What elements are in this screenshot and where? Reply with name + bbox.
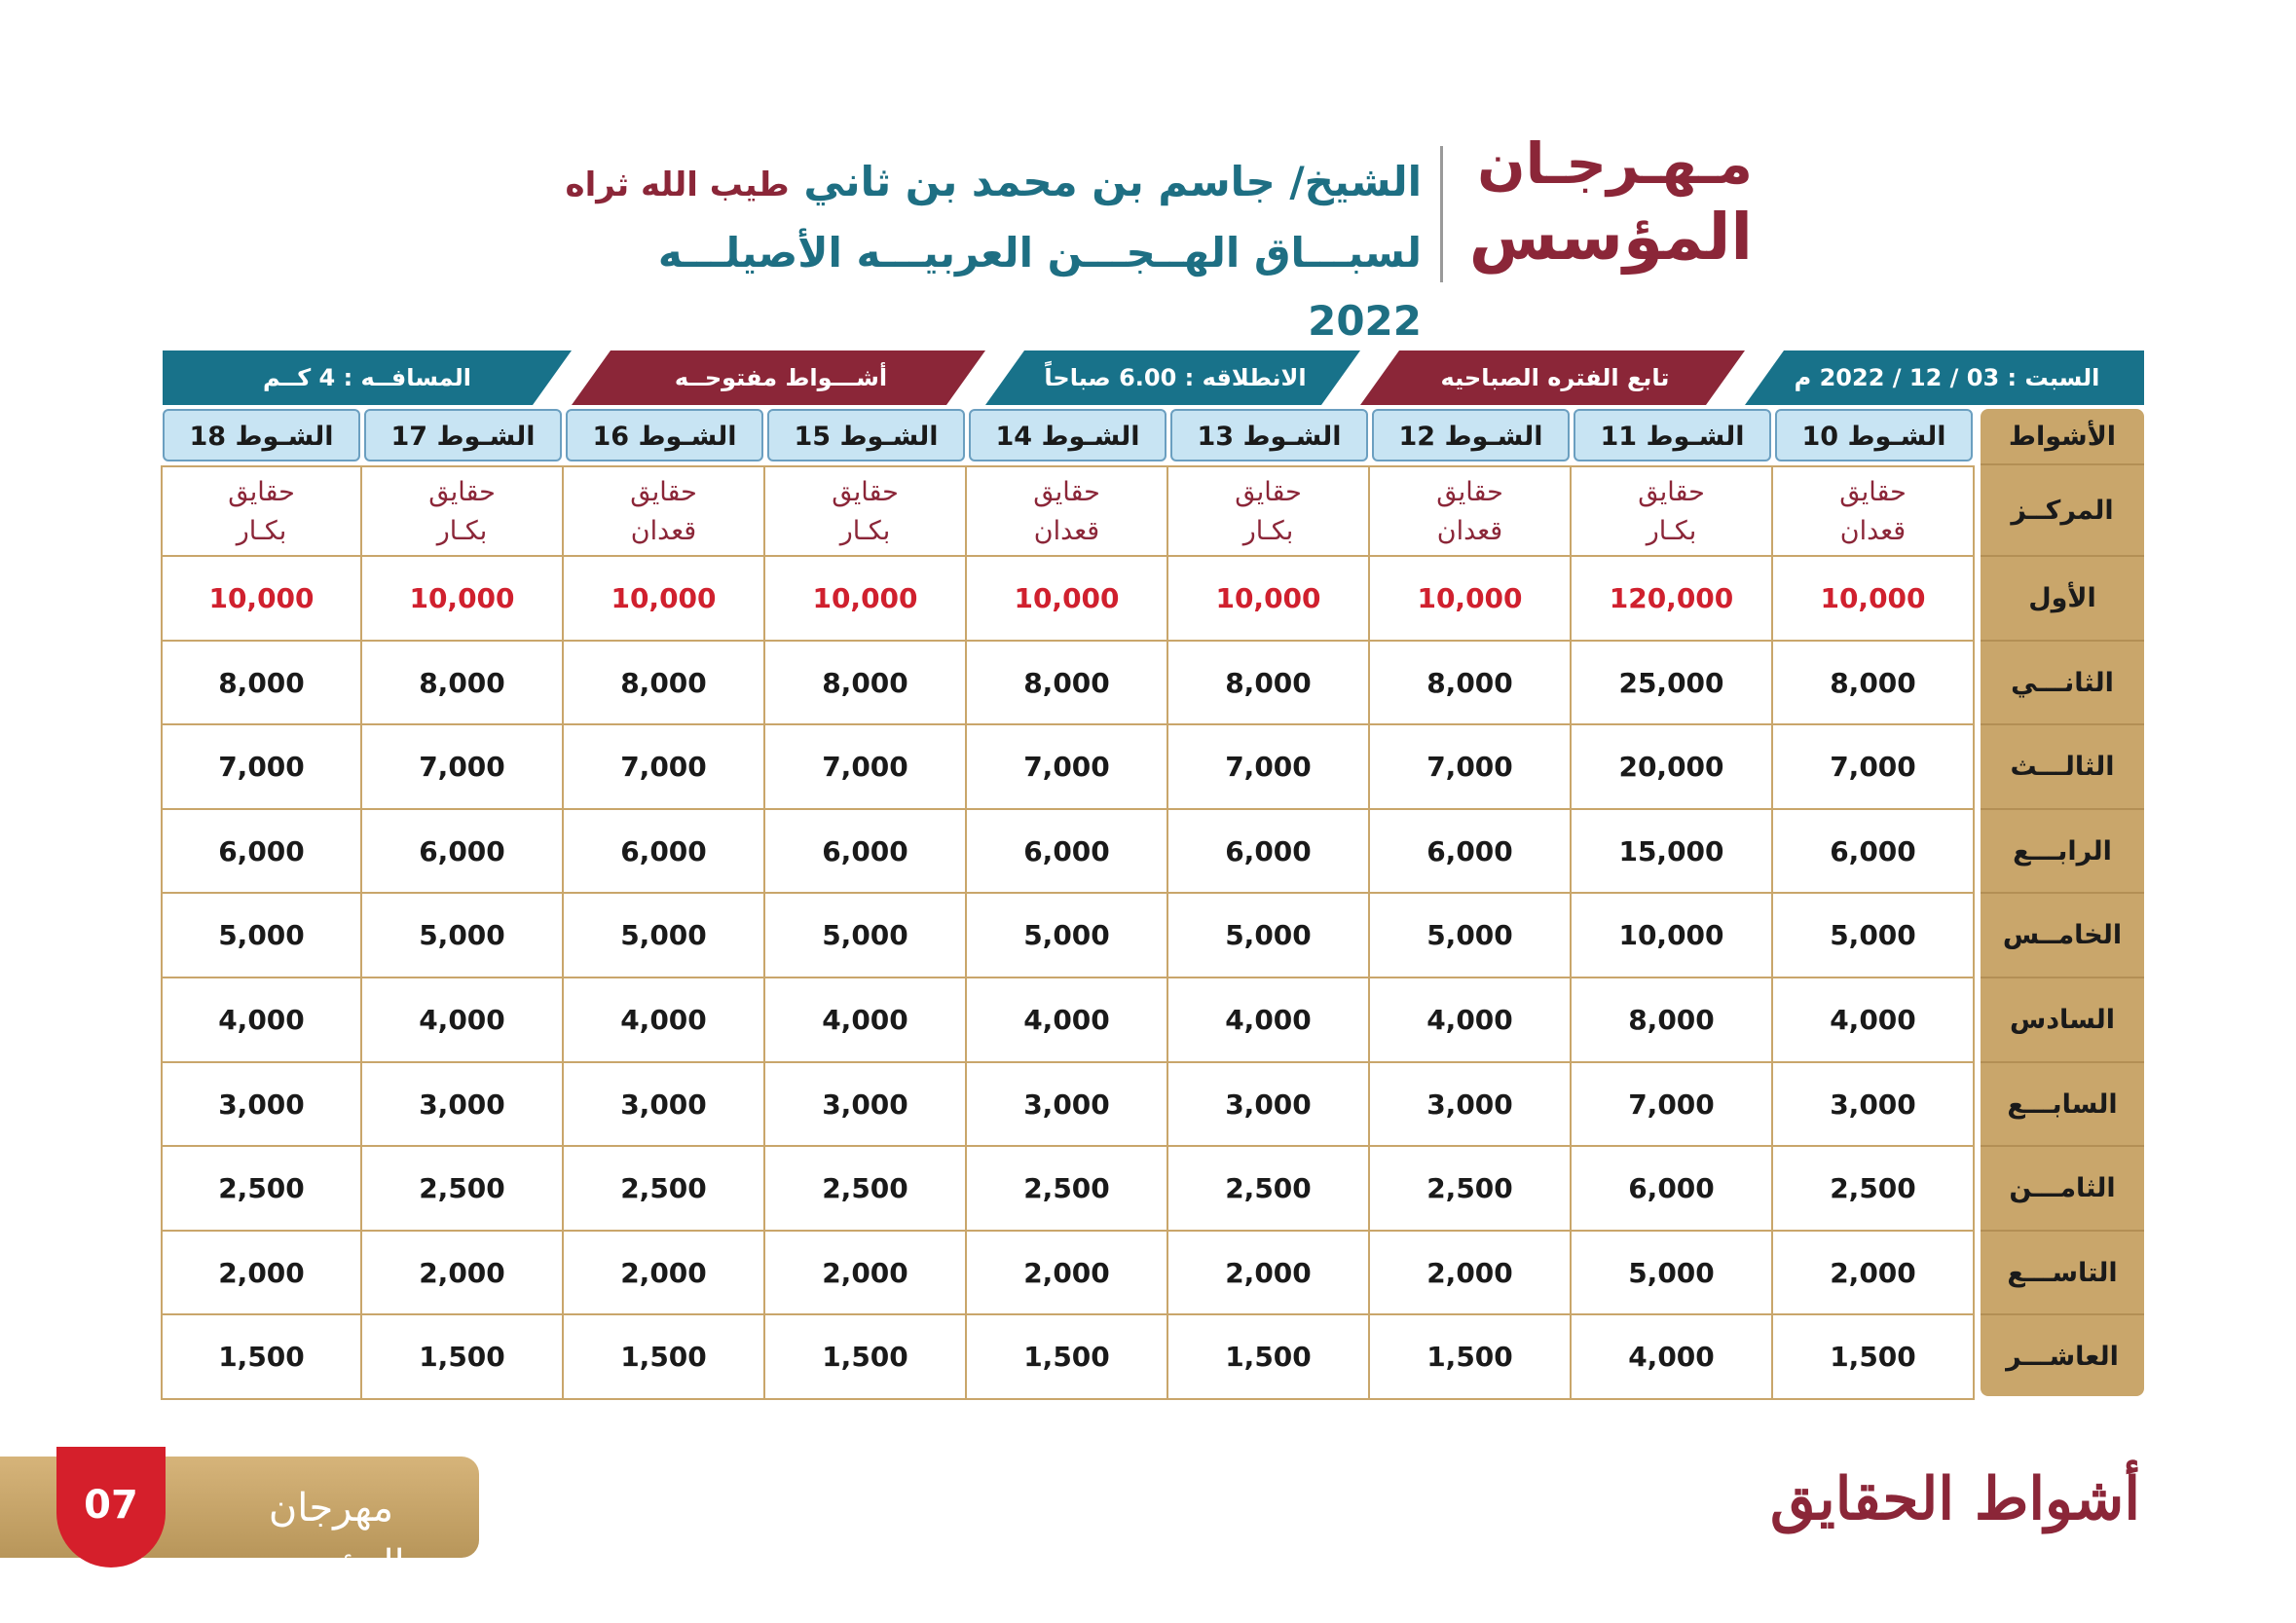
prize-cell: 10,000	[1773, 557, 1975, 642]
center-cell: حقايق قعدان	[1773, 465, 1975, 557]
prize-cell: 7,000	[967, 725, 1168, 810]
row-label: المركــز	[1981, 465, 2144, 557]
prize-cell: 2,500	[1773, 1147, 1975, 1232]
row-label: السابـــع	[1981, 1063, 2144, 1148]
prize-cell: 7,000	[1168, 725, 1370, 810]
race-header: الشـوط 11	[1574, 409, 1771, 461]
prize-cell: 1,500	[1370, 1315, 1572, 1400]
prize-cell: 6,000	[1370, 810, 1572, 895]
prize-cell: 2,000	[362, 1232, 564, 1316]
row-label: الثالـــث	[1981, 725, 2144, 810]
row-label: الأول	[1981, 557, 2144, 642]
prize-cell: 10,000	[765, 557, 967, 642]
race-header: الشـوط 10	[1775, 409, 1973, 461]
prize-cell: 120,000	[1572, 557, 1773, 642]
prize-cell: 4,000	[765, 978, 967, 1063]
prize-cell: 2,000	[161, 1232, 362, 1316]
prize-cell: 10,000	[1370, 557, 1572, 642]
prize-cell: 2,000	[967, 1232, 1168, 1316]
prize-cell: 3,000	[161, 1063, 362, 1148]
prize-cell: 4,000	[1773, 978, 1975, 1063]
prize-cell: 6,000	[161, 810, 362, 895]
prize-cell: 1,500	[1773, 1315, 1975, 1400]
center-cell: حقايق بكـار	[765, 465, 967, 557]
prize-cell: 5,000	[1370, 894, 1572, 978]
row-label: الأشواط	[1981, 409, 2144, 465]
prize-cell: 4,000	[967, 978, 1168, 1063]
prize-cell: 7,000	[1773, 725, 1975, 810]
prize-cell: 15,000	[1572, 810, 1773, 895]
prize-cell: 4,000	[564, 978, 765, 1063]
prize-cell: 2,500	[1168, 1147, 1370, 1232]
row-label: الرابـــع	[1981, 810, 2144, 895]
prize-cell: 10,000	[362, 557, 564, 642]
race-line: لسبـــاق الهــجـــن العربيـــه الأصيلـــه 2022	[657, 229, 1422, 345]
prize-cell: 2,000	[1370, 1232, 1572, 1316]
prize-cell: 3,000	[564, 1063, 765, 1148]
sheikh-line	[545, 148, 1422, 219]
row-label: السادس	[1981, 978, 2144, 1063]
prize-cell: 5,000	[1572, 1232, 1773, 1316]
prize-cell: 1,500	[967, 1315, 1168, 1400]
sheikh-rip: طيب الله ثراه	[565, 166, 790, 204]
prize-cell: 5,000	[362, 894, 564, 978]
prize-cell: 1,500	[564, 1315, 765, 1400]
sheikh-name: الشيخ/ جاسم بن محمد بن ثاني	[803, 158, 1422, 205]
prize-cell: 10,000	[1572, 894, 1773, 978]
prize-cell: 2,000	[765, 1232, 967, 1316]
prize-cell: 7,000	[765, 725, 967, 810]
prize-cell: 5,000	[1168, 894, 1370, 978]
center-cell: حقايق قعدان	[967, 465, 1168, 557]
prize-cell: 2,500	[564, 1147, 765, 1232]
row-label: التاســـع	[1981, 1232, 2144, 1316]
center-cell: حقايق قعدان	[564, 465, 765, 557]
info-open-races: أشـــواط مفتوحــه	[674, 364, 888, 391]
prize-cell: 7,000	[564, 725, 765, 810]
info-bar	[163, 350, 2144, 405]
prize-cell: 4,000	[161, 978, 362, 1063]
info-period: تابع الفتره الصباحيه	[1440, 364, 1670, 391]
prize-cell: 8,000	[765, 642, 967, 726]
page-number: 07	[56, 1447, 166, 1568]
prize-cell: 3,000	[1168, 1063, 1370, 1148]
row-label: العاشـــر	[2006, 1342, 2119, 1373]
prize-cell: 6,000	[967, 810, 1168, 895]
prize-cell: 10,000	[1168, 557, 1370, 642]
prize-cell: 5,000	[1773, 894, 1975, 978]
prize-cell: 1,500	[1168, 1315, 1370, 1400]
prize-cell: 8,000	[362, 642, 564, 726]
prize-cell: 2,000	[1773, 1232, 1975, 1316]
race-header: الشـوط 15	[767, 409, 965, 461]
prize-cell: 8,000	[1370, 642, 1572, 726]
footer-logo: مهرجان المؤسس	[257, 1486, 405, 1587]
center-cell: حقايق بكـار	[1572, 465, 1773, 557]
prize-cell: 7,000	[161, 725, 362, 810]
info-start-time: الانطلاقه : 6.00 صباحاً	[1044, 364, 1307, 391]
prize-cell: 3,000	[967, 1063, 1168, 1148]
prize-cell: 3,000	[362, 1063, 564, 1148]
prize-cell: 4,000	[1370, 978, 1572, 1063]
prize-cell: 5,000	[564, 894, 765, 978]
prize-cell: 2,500	[967, 1147, 1168, 1232]
race-header: الشـوط 12	[1372, 409, 1570, 461]
prize-cell: 8,000	[1168, 642, 1370, 726]
prize-cell: 25,000	[1572, 642, 1773, 726]
prize-cell: 3,000	[1370, 1063, 1572, 1148]
center-cell: حقايق قعدان	[1370, 465, 1572, 557]
prize-cell: 2,000	[564, 1232, 765, 1316]
prize-cell: 10,000	[967, 557, 1168, 642]
festival-title-line1: مـهـرجـان	[1477, 130, 1753, 197]
prize-cell: 8,000	[967, 642, 1168, 726]
prize-cell: 4,000	[362, 978, 564, 1063]
prize-cell: 2,500	[161, 1147, 362, 1232]
prize-cell: 4,000	[1168, 978, 1370, 1063]
prize-cell: 2,000	[1168, 1232, 1370, 1316]
prize-cell: 10,000	[161, 557, 362, 642]
race-header: الشـوط 17	[364, 409, 562, 461]
race-header: الشـوط 18	[163, 409, 360, 461]
center-cell: حقايق بكـار	[362, 465, 564, 557]
prize-cell: 6,000	[564, 810, 765, 895]
row-label: الثامـــن	[1981, 1147, 2144, 1232]
prize-cell: 6,000	[362, 810, 564, 895]
prize-cell: 8,000	[564, 642, 765, 726]
prize-cell: 3,000	[765, 1063, 967, 1148]
center-cell: حقايق بكـار	[1168, 465, 1370, 557]
prize-cell: 5,000	[967, 894, 1168, 978]
prize-cell: 20,000	[1572, 725, 1773, 810]
race-header: الشـوط 13	[1170, 409, 1368, 461]
row-label: الخامــس	[1981, 894, 2144, 978]
prize-cell: 1,500	[765, 1315, 967, 1400]
prize-cell: 7,000	[1572, 1063, 1773, 1148]
prize-cell: 7,000	[1370, 725, 1572, 810]
race-header: الشـوط 16	[566, 409, 763, 461]
prize-cell: 7,000	[362, 725, 564, 810]
prize-cell: 6,000	[765, 810, 967, 895]
row-label: الثانـــي	[1981, 642, 2144, 726]
prize-cell: 4,000	[1572, 1315, 1773, 1400]
page-header	[545, 127, 1753, 345]
prize-cell: 1,500	[362, 1315, 564, 1400]
prize-cell: 6,000	[1168, 810, 1370, 895]
center-cell: حقايق بكـار	[161, 465, 362, 557]
prize-cell: 10,000	[564, 557, 765, 642]
prize-cell: 2,500	[1370, 1147, 1572, 1232]
prize-cell: 3,000	[1773, 1063, 1975, 1148]
race-header: الشـوط 14	[969, 409, 1167, 461]
festival-title	[1461, 127, 1753, 275]
info-date: السبت : 03 / 12 / 2022 م	[1794, 364, 2100, 391]
event-subtitle	[545, 148, 1422, 355]
prize-cell: 6,000	[1773, 810, 1975, 895]
prize-cell: 8,000	[1572, 978, 1773, 1063]
prize-cell: 5,000	[765, 894, 967, 978]
prize-cell: 2,500	[765, 1147, 967, 1232]
row-labels-column	[1981, 409, 2144, 1396]
prize-cell: 8,000	[161, 642, 362, 726]
prize-cell: 2,500	[362, 1147, 564, 1232]
header-divider	[1440, 146, 1443, 282]
prize-cell: 5,000	[161, 894, 362, 978]
prize-cell: 1,500	[161, 1315, 362, 1400]
festival-title-line2: المؤسس	[1468, 200, 1753, 275]
info-distance: المسافــه : 4 كــم	[263, 364, 471, 391]
prize-cell: 6,000	[1572, 1147, 1773, 1232]
footer-title: أشواط الحقايق	[1769, 1465, 2140, 1533]
prize-cell: 8,000	[1773, 642, 1975, 726]
